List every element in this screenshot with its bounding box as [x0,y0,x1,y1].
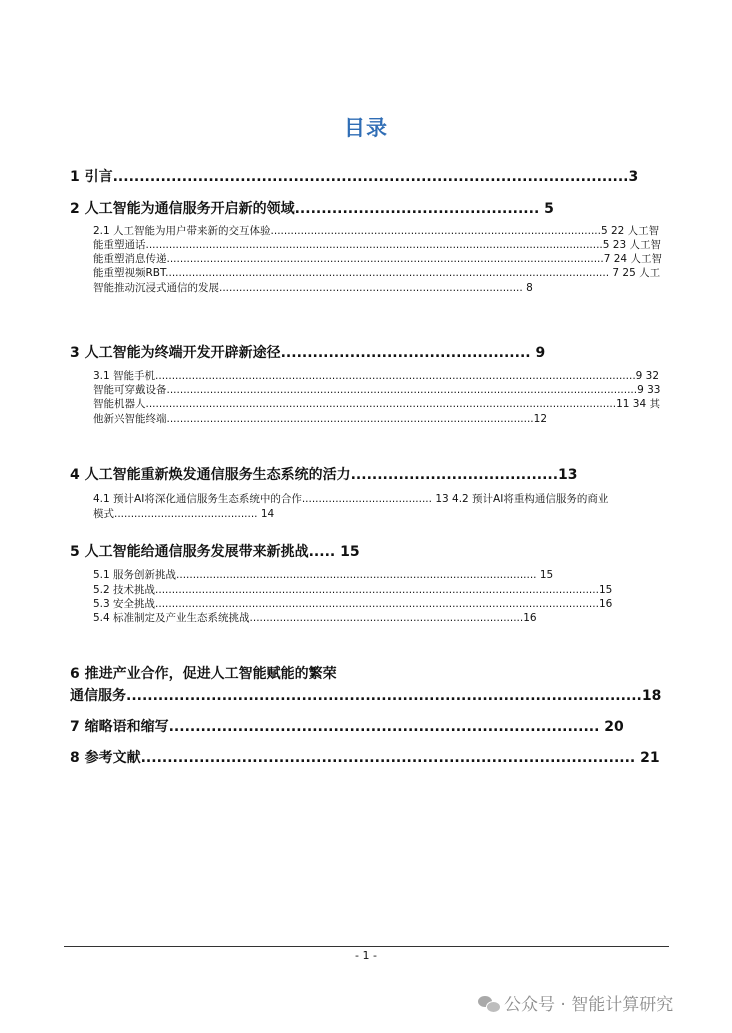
toc-entry-1[interactable]: 1 引言.................................................................................................3 [70,169,639,185]
toc-subentry-2-line2[interactable]: 能重塑通话.........................................................................................................................................5 23 人工智 [93,239,661,251]
toc-subentry-3-line1[interactable]: 3.1 智能手机................................................................................................................................................9 32 [93,370,660,382]
toc-subentry-2-line3[interactable]: 能重塑消息传递...................................................................................................................................7 24 人工智 [93,253,662,265]
toc-entry-2[interactable]: 2 人工智能为通信服务开启新的领域.............................................. 5 [70,201,554,217]
watermark-text: 公众号 · 智能计算研究 [504,995,674,1015]
toc-subentry-3-line4[interactable]: 他新兴智能终端..............................................................................................................12 [93,413,548,425]
toc-subentry-5-4[interactable]: 5.4 标准制定及产业生态系统挑战..................................................................................16 [93,612,537,624]
toc-subentry-4-line2[interactable]: 模式........................................... 14 [93,508,275,520]
toc-subentry-5-2[interactable]: 5.2 技术挑战.....................................................................................................................................15 [93,584,613,596]
page-title: 目录 [344,116,388,140]
toc-entry-8[interactable]: 8 参考文献............................................................................................. 21 [70,750,660,766]
page-number: - 1 - [355,949,377,962]
toc-entry-3[interactable]: 3 人工智能为终端开发开辟新途径............................................... 9 [70,345,546,361]
toc-subentry-3-line3[interactable]: 智能机器人.............................................................................................................................................11 34 其 [93,398,661,410]
toc-entry-4[interactable]: 4 人工智能重新焕发通信服务生态系统的活力.......................................13 [70,467,578,483]
toc-entry-5[interactable]: 5 人工智能给通信服务发展带来新挑战..... 15 [70,544,360,560]
wechat-icon [478,996,500,1012]
toc-entry-6-line2[interactable]: 通信服务.................................................................................................18 [70,688,662,704]
toc-subentry-5-3[interactable]: 5.3 安全挑战.....................................................................................................................................16 [93,598,613,610]
toc-subentry-2-line4[interactable]: 能重塑视频RBT..................................................................................................................................... 7 25 人工 [93,267,661,279]
toc-subentry-3-line2[interactable]: 智能可穿戴设备.............................................................................................................................................9 33 [93,384,661,396]
toc-entry-7[interactable]: 7 缩略语和缩写................................................................................. 20 [70,719,624,735]
toc-subentry-5-1[interactable]: 5.1 服务创新挑战............................................................................................................ 15 [93,569,554,581]
toc-subentry-4-line1[interactable]: 4.1 预计AI将深化通信服务生态系统中的合作....................................... 13 4.2 预计AI将重构通信服务的商业 [93,493,609,505]
watermark [478,990,673,1015]
footer-divider [64,946,669,947]
toc-entry-6-line1[interactable]: 6 推进产业合作，促进人工智能赋能的繁荣 [70,666,337,682]
toc-subentry-2-line1[interactable]: 2.1 人工智能为用户带来新的交互体验...................................................................................................5 22 人工智 [93,225,660,237]
toc-subentry-2-line5[interactable]: 智能推动沉浸式通信的发展........................................................................................... 8 [93,282,533,294]
